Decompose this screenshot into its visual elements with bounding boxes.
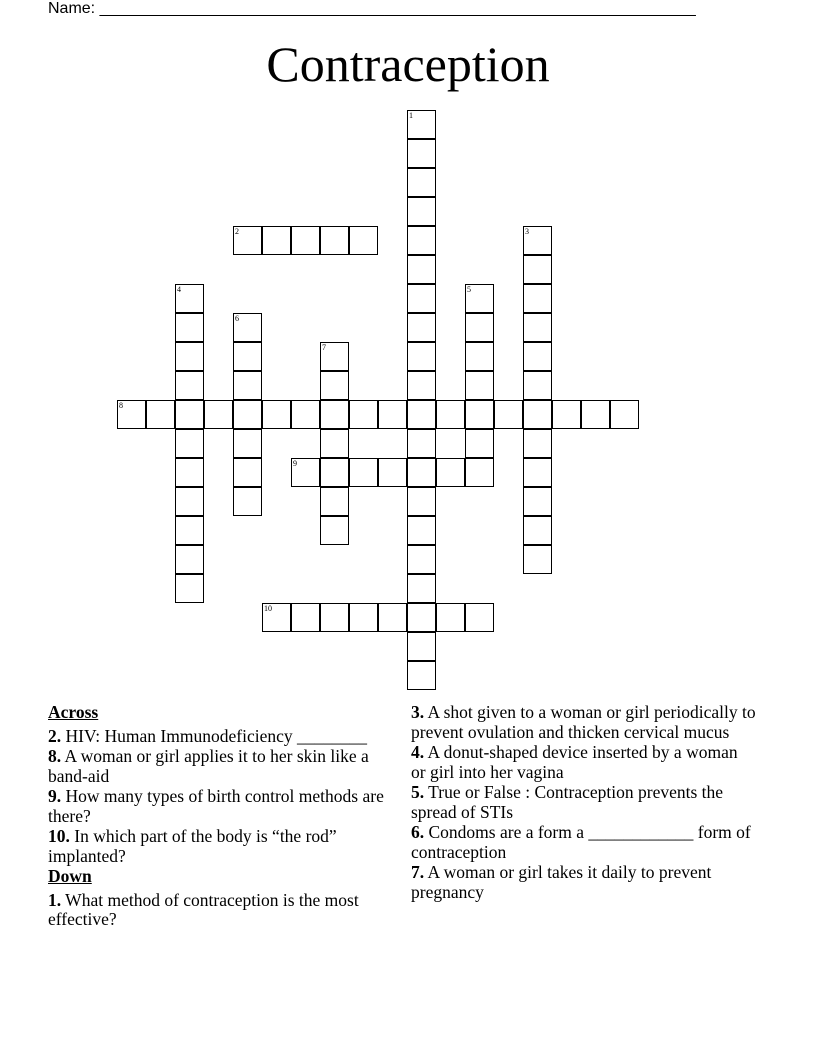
grid-cell[interactable]: [407, 661, 436, 690]
grid-cell[interactable]: [523, 545, 552, 574]
grid-cell[interactable]: [407, 632, 436, 661]
grid-cell[interactable]: [320, 429, 349, 458]
grid-cell[interactable]: [465, 371, 494, 400]
grid-cell[interactable]: [233, 487, 262, 516]
grid-cell[interactable]: [233, 313, 262, 342]
grid-cell[interactable]: [407, 429, 436, 458]
grid-cell[interactable]: [523, 226, 552, 255]
grid-cell[interactable]: [291, 458, 320, 487]
grid-cell[interactable]: [175, 487, 204, 516]
grid-cell[interactable]: [117, 400, 146, 429]
grid-cell[interactable]: [407, 458, 436, 487]
grid-cell[interactable]: [175, 429, 204, 458]
grid-cell[interactable]: [175, 284, 204, 313]
grid-cell[interactable]: [436, 603, 465, 632]
grid-cell[interactable]: [175, 313, 204, 342]
grid-cell[interactable]: [233, 342, 262, 371]
clue-item: [411, 743, 756, 782]
grid-cell[interactable]: [320, 516, 349, 545]
grid-cell[interactable]: [378, 458, 407, 487]
grid-cell[interactable]: [407, 139, 436, 168]
clue-item-number: 10.: [48, 826, 70, 846]
grid-cell[interactable]: [523, 487, 552, 516]
clue-item: [411, 783, 756, 822]
grid-cell[interactable]: [494, 400, 523, 429]
grid-cell[interactable]: [407, 400, 436, 429]
clue-item-number: 7.: [411, 862, 425, 882]
clue-item-number: 4.: [411, 742, 425, 762]
grid-cell[interactable]: [407, 487, 436, 516]
clue-number: 9: [293, 459, 297, 468]
grid-cell[interactable]: [175, 545, 204, 574]
clue-item: [411, 703, 756, 742]
clue-item-text: A shot given to a woman or girl periodically to prevent ovulation and thicken cervical mucus: [411, 702, 756, 742]
clue-item-number: 8.: [48, 746, 62, 766]
clue-number: 8: [119, 401, 123, 410]
grid-cell[interactable]: [465, 313, 494, 342]
grid-cell[interactable]: [523, 458, 552, 487]
grid-cell[interactable]: [407, 226, 436, 255]
clue-item-number: 3.: [411, 702, 425, 722]
grid-cell[interactable]: [523, 313, 552, 342]
grid-cell[interactable]: [407, 516, 436, 545]
grid-cell[interactable]: [175, 574, 204, 603]
clues-column-left: [48, 703, 403, 931]
grid-cell[interactable]: [523, 516, 552, 545]
grid-cell[interactable]: [523, 429, 552, 458]
clue-item: [48, 747, 403, 786]
grid-cell[interactable]: [349, 226, 378, 255]
grid-cell[interactable]: [552, 400, 581, 429]
clue-number: 7: [322, 343, 326, 352]
clue-number: 3: [525, 227, 529, 236]
grid-cell[interactable]: [320, 226, 349, 255]
grid-cell[interactable]: [291, 400, 320, 429]
grid-cell[interactable]: [610, 400, 639, 429]
grid-cell[interactable]: [175, 400, 204, 429]
clue-item: [48, 727, 403, 747]
grid-cell[interactable]: [407, 574, 436, 603]
grid-cell[interactable]: [523, 342, 552, 371]
clue-item: [411, 823, 756, 862]
clue-item: [48, 787, 403, 826]
grid-cell[interactable]: [175, 342, 204, 371]
clue-item: [48, 827, 403, 866]
grid-cell[interactable]: [320, 342, 349, 371]
grid-cell[interactable]: [407, 342, 436, 371]
grid-cell[interactable]: [407, 197, 436, 226]
grid-cell[interactable]: [378, 603, 407, 632]
grid-cell[interactable]: [233, 429, 262, 458]
clue-number: 2: [235, 227, 239, 236]
grid-cell[interactable]: [349, 400, 378, 429]
grid-cell[interactable]: [407, 371, 436, 400]
grid-cell[interactable]: [233, 226, 262, 255]
grid-cell[interactable]: [465, 284, 494, 313]
grid-cell[interactable]: [581, 400, 610, 429]
clue-item-text: A donut-shaped device inserted by a woman or girl into her vagina: [411, 742, 738, 782]
grid-cell[interactable]: [291, 603, 320, 632]
grid-cell[interactable]: [378, 400, 407, 429]
clues-heading-across: Across: [48, 702, 99, 722]
grid-cell[interactable]: [436, 458, 465, 487]
grid-cell[interactable]: [349, 458, 378, 487]
grid-cell[interactable]: [523, 400, 552, 429]
grid-cell[interactable]: [349, 603, 378, 632]
grid-cell[interactable]: [407, 168, 436, 197]
grid-cell[interactable]: [262, 226, 291, 255]
grid-cell[interactable]: [204, 400, 233, 429]
grid-cell[interactable]: [320, 603, 349, 632]
grid-cell[interactable]: [175, 458, 204, 487]
grid-cell[interactable]: [320, 371, 349, 400]
clue-item-text: What method of contraception is the most effective?: [48, 889, 359, 929]
grid-cell[interactable]: [523, 371, 552, 400]
clue-number: 10: [264, 604, 272, 613]
clue-item-text: True or False : Contraception prevents the spread of STIs: [411, 782, 724, 822]
clue-item-text: A woman or girl takes it daily to prevent pregnancy: [411, 862, 712, 902]
grid-cell[interactable]: [233, 458, 262, 487]
clue-item: [411, 863, 756, 902]
grid-cell[interactable]: [175, 371, 204, 400]
grid-cell[interactable]: [175, 516, 204, 545]
clue-number: 5: [467, 285, 471, 294]
grid-cell[interactable]: [291, 226, 320, 255]
grid-cell[interactable]: [465, 429, 494, 458]
grid-cell[interactable]: [233, 400, 262, 429]
grid-cell[interactable]: [407, 255, 436, 284]
grid-cell[interactable]: [523, 284, 552, 313]
clue-number: 4: [177, 285, 181, 294]
clue-number: 6: [235, 314, 239, 323]
clue-item: [48, 891, 403, 930]
clue-item-text: HIV: Human Immunodeficiency ________: [61, 725, 367, 746]
grid-cell[interactable]: [407, 313, 436, 342]
clue-number: 1: [409, 111, 413, 120]
grid-cell[interactable]: [465, 458, 494, 487]
clue-item-text: In which part of the body is “the rod” implanted?: [48, 826, 337, 866]
clue-item-text: Condoms are a form a ____________ form of contraception: [411, 822, 751, 862]
grid-cell[interactable]: [465, 603, 494, 632]
grid-cell[interactable]: [262, 603, 291, 632]
grid-cell[interactable]: [523, 255, 552, 284]
clue-item-number: 1.: [48, 889, 62, 910]
grid-cell[interactable]: [320, 487, 349, 516]
grid-cell[interactable]: [407, 110, 436, 139]
clues-column-right: [411, 703, 756, 903]
grid-cell[interactable]: [407, 284, 436, 313]
grid-cell[interactable]: [436, 400, 465, 429]
grid-cell[interactable]: [407, 545, 436, 574]
clue-item-number: 5.: [411, 782, 425, 802]
clue-item-number: 2.: [48, 725, 62, 746]
grid-cell[interactable]: [233, 371, 262, 400]
grid-cell[interactable]: [146, 400, 175, 429]
clues-heading-down: Down: [48, 866, 92, 886]
grid-cell[interactable]: [262, 400, 291, 429]
clue-item-number: 6.: [411, 822, 425, 842]
clue-item-number: 9.: [48, 786, 62, 806]
page-title: Contraception: [266, 36, 550, 92]
clue-item-text: How many types of birth control methods are there?: [48, 786, 384, 826]
grid-cell[interactable]: [465, 342, 494, 371]
name-field: Name: ___________________________________________________________________: [48, 0, 696, 17]
grid-cell[interactable]: [320, 458, 349, 487]
grid-cell[interactable]: [465, 400, 494, 429]
clue-item-text: A woman or girl applies it to her skin like a band-aid: [48, 746, 369, 786]
grid-cell[interactable]: [320, 400, 349, 429]
grid-cell[interactable]: [407, 603, 436, 632]
